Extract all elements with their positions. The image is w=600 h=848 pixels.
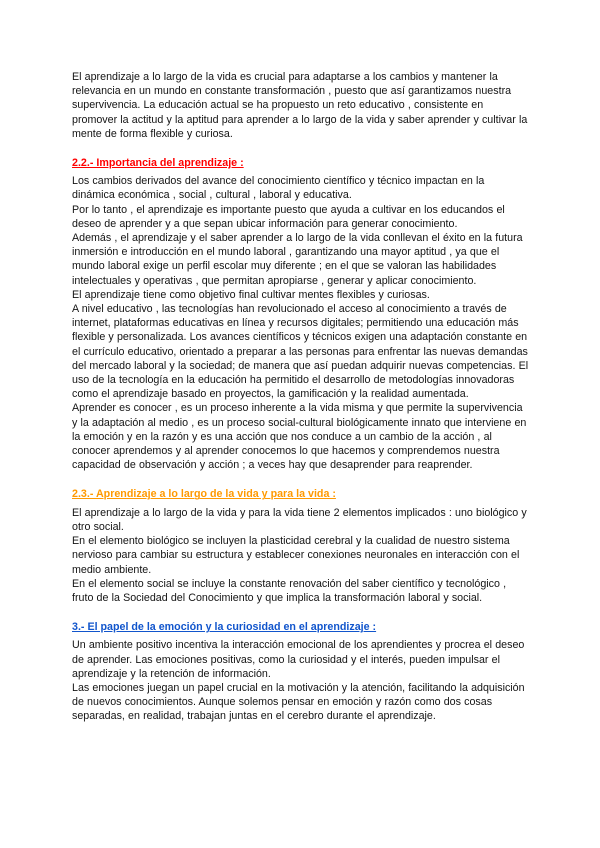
paragraph: Un ambiente positivo incentiva la interacción emocional de los aprendientes y procrea el deseo de aprender. Las emociones positivas, como la curiosidad y el interés, pueden impulsar el aprendizaje y la retención de información.	[72, 639, 525, 680]
paragraph: El aprendizaje a lo largo de la vida es crucial para adaptarse a los cambios y mantener la relevancia en un mundo en constante transformación , puesto que así garantizamos nuestra supervivencia. La educación actual se ha propuesto un reto educativo , consistente en promover la actitud y la aptitud para aprender a lo largo de la vida y saber aprender y cultivar la mente de forma flexible y curiosa.	[72, 71, 528, 140]
paragraph: En el elemento social se incluye la constante renovación del saber científico y tecnológico , fruto de la Sociedad del Conocimiento y que implica la transformación laboral y social.	[72, 577, 507, 604]
section-heading: 2.3.- Aprendizaje a lo largo de la vida y para la vida :	[72, 488, 336, 501]
paragraph: Las emociones juegan un papel crucial en la motivación y la atención, facilitando la adquisición de nuevos conocimientos. Aunque solemos pensar en emoción y razón como dos cosas separadas, en realidad, trabajan juntas en el cerebro durante el aprendizaje.	[72, 681, 525, 723]
section-heading: 3.- El papel de la emoción y la curiosidad en el aprendizaje :	[72, 621, 377, 634]
section-heading: 2.2.- Importancia del aprendizaje :	[72, 157, 244, 170]
paragraph: Aprender es conocer , es un proceso inherente a la vida misma y que permite la supervivencia y la adaptación al medio , es un proceso social-cultural biológicamente innato que interviene en la emoción y en la razón y es una acción que nos conduce a un cambio de la acción , al conocer aprendemos y al aprender conocemos lo que hacemos y comprendemos nuestra capacidad de observación y acción ; a veces hay que desaprender para reaprender.	[72, 402, 527, 472]
paragraph: El aprendizaje a lo largo de la vida y para la vida tiene 2 elementos implicados : uno biológico y otro social.	[72, 506, 527, 533]
paragraph: Por lo tanto , el aprendizaje es importante puesto que ayuda a cultivar en los educandos el deseo de aprender y a que sepan ubicar información para generar conocimiento.	[72, 203, 505, 230]
document-content	[72, 70, 530, 724]
paragraph: Además , el aprendizaje y el saber aprender a lo largo de la vida conllevan el éxito en la futura inmersión e introducción en el mundo laboral , garantizando una mayor aptitud , ya que el mundo laboral exige un perfil escolar muy diferente ; en el que se valoran las habilidades intelectuales y operativas , que permitan apropiarse , generar y aplicar conocimiento.	[72, 232, 523, 287]
paragraph: En el elemento biológico se incluyen la plasticidad cerebral y la cualidad de nuestro sistema nervioso para cambiar su estructura y establecer conexiones neuronales en interacción con el medio ambiente.	[72, 535, 520, 576]
paragraph: Los cambios derivados del avance del conocimiento científico y técnico impactan en la dinámica económica , social , cultural , laboral y educativa.	[72, 175, 485, 202]
paragraph: El aprendizaje tiene como objetivo final cultivar mentes flexibles y curiosas.	[72, 288, 430, 301]
paragraph: A nivel educativo , las tecnologías han revolucionado el acceso al conocimiento a través de internet, plataformas educativas en línea y recursos digitales; permitiendo una educación más flexible y personalizada. Los avances científicos y técnicos exigen una adaptación constante en el currículo educativo, orientado a preparar a las personas para enfrentar las nuevas demandas del mercado laboral y la sociedad; de manera que así puedan adquirir nuevas competencias. El uso de la tecnología en la educación ha permitido el desarrollo de metodologías innovadoras como el aprendizaje basado en proyectos, la gamificación y la realidad aumentada.	[72, 303, 529, 401]
